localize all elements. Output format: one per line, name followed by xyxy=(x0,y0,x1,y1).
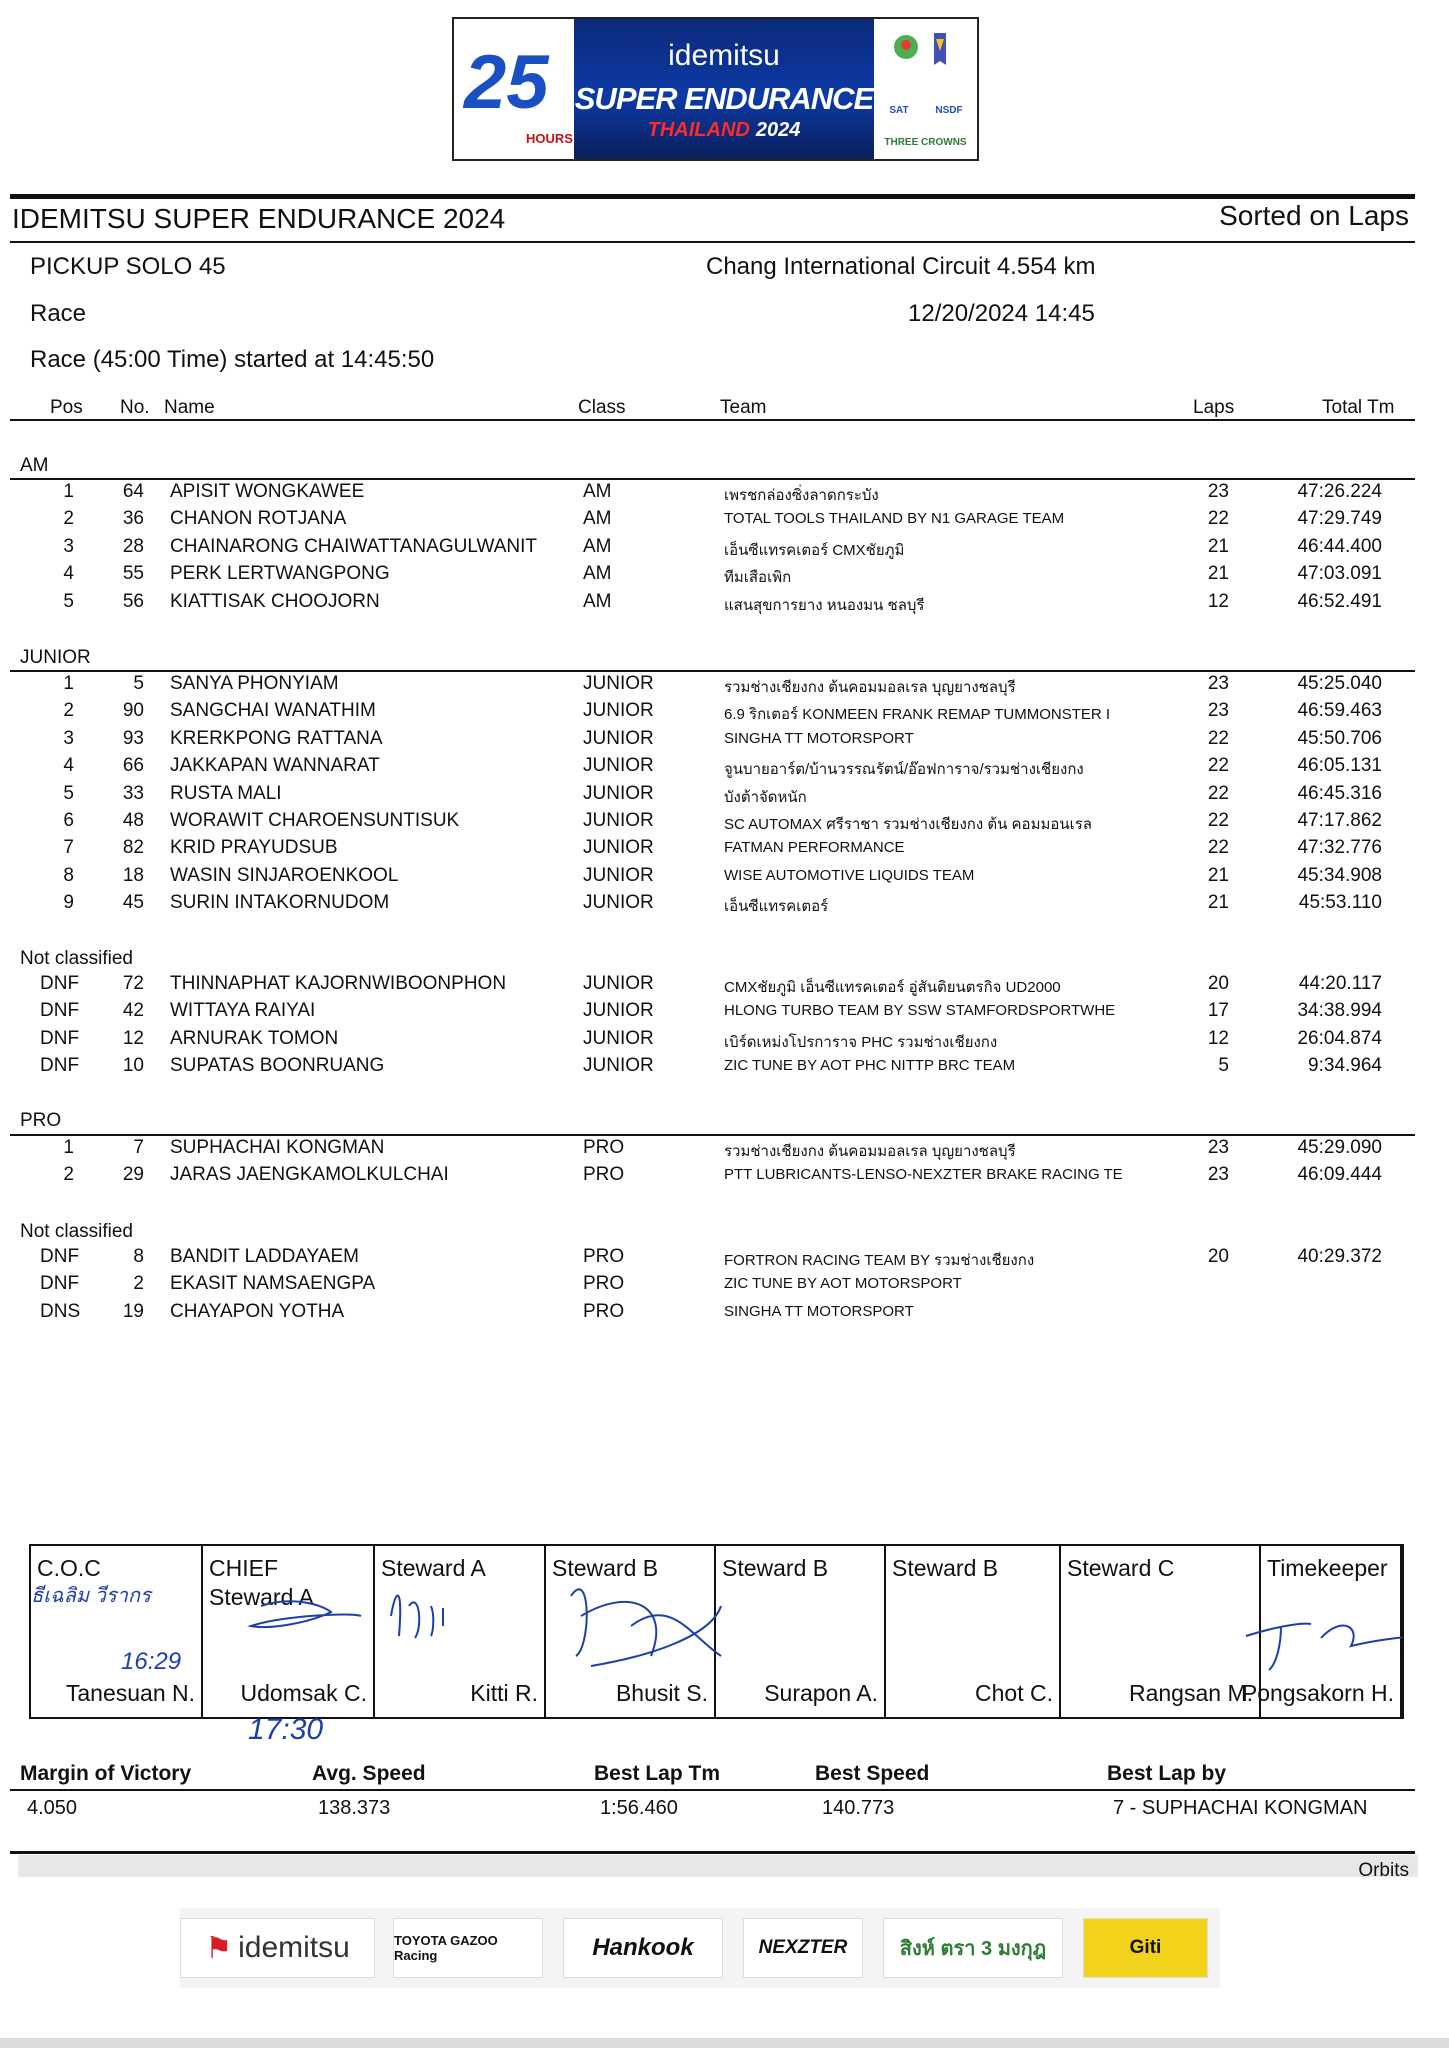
best-lap-time: 1:56.460 xyxy=(600,1797,678,1819)
cell-class: AM xyxy=(583,535,612,557)
summary-rule xyxy=(10,1789,1415,1791)
cell-no: 42 xyxy=(122,1000,144,1022)
cell-class: AM xyxy=(583,481,612,502)
cell-class: JUNIOR xyxy=(583,810,654,831)
event-logo xyxy=(452,17,979,161)
cell-total: 46:09.444 xyxy=(1297,1164,1382,1186)
sat-logo: SAT xyxy=(889,105,909,116)
sponsor-bar xyxy=(180,1908,1220,1988)
cell-total: 44:20.117 xyxy=(1298,973,1382,994)
cell-name: SANGCHAI WANATHIM xyxy=(170,700,376,722)
cell-team: ZIC TUNE BY AOT MOTORSPORT xyxy=(724,1275,962,1293)
cell-name: CHAINARONG CHAIWATTANAGULWANIT xyxy=(170,535,537,557)
cell-class: JUNIOR xyxy=(583,755,654,777)
sponsor-giti: Giti xyxy=(1083,1918,1208,1978)
cell-laps: 21 xyxy=(1207,892,1229,914)
cell-name: JAKKAPAN WANNARAT xyxy=(170,755,380,777)
result-row xyxy=(0,508,1449,535)
result-row xyxy=(0,810,1449,837)
official-name: Surapon A. xyxy=(764,1680,878,1706)
banner-title: SUPER ENDURANCE xyxy=(574,81,874,116)
cell-total: 45:34.908 xyxy=(1297,864,1382,886)
race-start-info: Race (45:00 Time) started at 14:45:50 xyxy=(30,346,435,373)
cell-total: 45:29.090 xyxy=(1297,1137,1382,1158)
cell-pos: 2 xyxy=(63,700,74,722)
sponsor-toyota-gazoo: TOYOTA GAZOO Racing xyxy=(393,1918,543,1978)
cell-no: 64 xyxy=(122,481,144,502)
cell-no: 28 xyxy=(122,535,144,557)
25-hours-badge xyxy=(454,19,574,159)
cell-name: KIATTISAK CHOOJORN xyxy=(170,590,380,612)
cell-laps: 5 xyxy=(1218,1055,1229,1077)
cell-team: FATMAN PERFORMANCE xyxy=(724,839,905,857)
summary-label: Margin of Victory xyxy=(20,1762,192,1785)
cell-class: PRO xyxy=(583,1273,625,1295)
badge-number: 25 xyxy=(464,40,549,125)
summary-label: Best Speed xyxy=(815,1762,930,1785)
cell-laps: 23 xyxy=(1207,1137,1229,1158)
cell-class: AM xyxy=(583,508,612,530)
col-total: Total Tm xyxy=(1322,397,1395,418)
official-role: Steward B xyxy=(552,1555,659,1581)
official-name: Tanesuan N. xyxy=(65,1680,195,1706)
cell-pos: DNF xyxy=(40,1000,80,1022)
cell-total: 45:25.040 xyxy=(1297,673,1382,694)
cell-pos: 5 xyxy=(63,782,74,804)
cell-laps: 22 xyxy=(1207,837,1229,859)
cell-class: JUNIOR xyxy=(583,892,654,914)
summary-label: Best Lap Tm xyxy=(594,1762,721,1785)
cell-total: 47:26.224 xyxy=(1297,481,1382,502)
cell-name: WASIN SINJAROENKOOL xyxy=(170,864,399,886)
cell-no: 90 xyxy=(122,700,144,722)
cell-pos: 5 xyxy=(63,590,74,612)
cell-team: บังต้าจัดหนัก xyxy=(724,788,807,806)
cell-total: 47:32.776 xyxy=(1297,837,1382,859)
cell-name: PERK LERTWANGPONG xyxy=(170,563,390,585)
section-am: AM xyxy=(20,455,49,476)
best-lap-by: 7 - SUPHACHAI KONGMAN xyxy=(1113,1797,1368,1819)
cell-total: 45:50.706 xyxy=(1297,727,1382,749)
result-row xyxy=(0,837,1449,864)
handwritten-time: 16:29 xyxy=(121,1648,182,1675)
official-role: Steward B xyxy=(722,1555,829,1581)
cell-pos: 2 xyxy=(63,508,74,530)
cell-total: 26:04.874 xyxy=(1297,1027,1382,1049)
section-pro: PRO xyxy=(20,1110,62,1131)
cell-name: SANYA PHONYIAM xyxy=(170,673,339,694)
cell-laps: 22 xyxy=(1207,727,1229,749)
three-crowns-logo: THREE CROWNS xyxy=(884,137,967,148)
section-rule xyxy=(10,478,1415,480)
cell-total: 46:44.400 xyxy=(1297,535,1382,557)
official-name: Udomsak C. xyxy=(240,1680,367,1706)
handwritten-time: 17:30 xyxy=(248,1713,324,1746)
handwritten-signatures xyxy=(31,1546,1402,1717)
col-pos: Pos xyxy=(50,397,83,418)
cell-no: 56 xyxy=(122,590,144,612)
cell-pos: 1 xyxy=(63,1137,74,1158)
official-name: Kitti R. xyxy=(470,1680,538,1706)
cell-team: WISE AUTOMOTIVE LIQUIDS TEAM xyxy=(724,866,975,884)
cell-class: AM xyxy=(583,563,612,585)
result-row xyxy=(0,1273,1449,1300)
cell-team: จูนบายอาร์ต/บ้านวรรณรัตน์/อ๊อฟการาจ/รวมช่างเชียงกง xyxy=(724,761,1084,779)
section-junior-not-classified: Not classified xyxy=(20,948,133,969)
cell-total: 46:45.316 xyxy=(1297,782,1382,804)
cell-team: PTT LUBRICANTS-LENSO-NEXZTER BRAKE RACING TE xyxy=(724,1166,1123,1184)
result-row xyxy=(0,536,1449,563)
cell-laps: 22 xyxy=(1207,755,1229,777)
cell-total: 40:29.372 xyxy=(1297,1246,1382,1267)
sponsor-idemitsu: ⚑ idemitsu xyxy=(180,1918,375,1978)
sort-label: Sorted on Laps xyxy=(1219,200,1409,231)
session-datetime: 12/20/2024 14:45 xyxy=(908,300,1095,327)
cell-pos: 3 xyxy=(63,727,74,749)
cell-class: JUNIOR xyxy=(583,782,654,804)
cell-class: JUNIOR xyxy=(583,837,654,859)
cell-no: 93 xyxy=(122,727,144,749)
officials-signature-box xyxy=(29,1544,1404,1719)
cell-team: HLONG TURBO TEAM BY SSW STAMFORDSPORTWHE xyxy=(724,1002,1116,1020)
cell-no: 10 xyxy=(122,1055,144,1077)
event-name: PICKUP SOLO 45 xyxy=(30,253,226,280)
cell-class: AM xyxy=(583,590,612,612)
cell-pos: DNF xyxy=(40,1246,80,1267)
cell-class: JUNIOR xyxy=(583,864,654,886)
cell-laps: 23 xyxy=(1207,673,1229,694)
cell-total: 46:05.131 xyxy=(1297,755,1382,777)
cell-total: 46:59.463 xyxy=(1297,700,1382,722)
cell-name: KRERKPONG RATTANA xyxy=(170,727,383,749)
cell-name: BANDIT LADDAYAEM xyxy=(170,1246,359,1267)
cell-team: FORTRON RACING TEAM BY รวมช่างเชียงกง xyxy=(724,1252,1035,1269)
avg-speed: 138.373 xyxy=(318,1797,391,1819)
section-pro-not-classified: Not classified xyxy=(20,1221,133,1242)
cell-pos: DNF xyxy=(40,973,80,994)
best-speed: 140.773 xyxy=(822,1797,895,1819)
orbits-credit: Orbits xyxy=(1358,1860,1409,1881)
super-endurance-banner xyxy=(574,19,874,159)
summary-label: Best Lap by xyxy=(1107,1762,1227,1785)
cell-total: 47:29.749 xyxy=(1297,508,1382,530)
cell-class: JUNIOR xyxy=(583,673,654,694)
section-rule xyxy=(10,1134,1415,1136)
cell-laps: 22 xyxy=(1207,810,1229,831)
result-row xyxy=(0,755,1449,782)
cell-no: 82 xyxy=(122,837,144,859)
cell-laps: 20 xyxy=(1207,1246,1229,1267)
cell-no: 66 xyxy=(122,755,144,777)
result-row xyxy=(0,1055,1449,1082)
cell-name: CHAYAPON YOTHA xyxy=(170,1300,345,1322)
official-role: Steward C xyxy=(1067,1555,1175,1581)
sponsor-hankook: Hankook xyxy=(563,1918,723,1978)
result-row xyxy=(0,1028,1449,1055)
cell-class: PRO xyxy=(583,1137,625,1158)
result-row xyxy=(0,1000,1449,1027)
cell-laps: 23 xyxy=(1207,700,1229,722)
summary-label: Avg. Speed xyxy=(312,1762,426,1785)
cell-no: 19 xyxy=(122,1300,144,1322)
section-junior: JUNIOR xyxy=(20,647,91,668)
cell-pos: 1 xyxy=(63,673,74,694)
official-name: Bhusit S. xyxy=(615,1680,708,1706)
banner-subtitle: THAILAND 2024 xyxy=(647,119,801,141)
cell-class: PRO xyxy=(583,1164,625,1186)
result-row xyxy=(0,783,1449,810)
session-name: Race xyxy=(30,300,87,327)
circuit-name: Chang International Circuit 4.554 km xyxy=(706,253,1096,280)
cell-total: 47:03.091 xyxy=(1297,563,1382,585)
cell-class: JUNIOR xyxy=(583,700,654,722)
cell-no: 29 xyxy=(122,1164,144,1186)
handwritten-note: ธีเฉลิม วีรากร xyxy=(31,1585,151,1607)
cell-no: 18 xyxy=(122,864,144,886)
cell-name: ARNURAK TOMON xyxy=(170,1027,339,1049)
cell-pos: 3 xyxy=(63,535,74,557)
cell-pos: 2 xyxy=(63,1164,74,1186)
result-row xyxy=(0,892,1449,919)
footer-rule xyxy=(10,1851,1415,1854)
cell-name: WORAWIT CHAROENSUNTISUK xyxy=(170,810,460,831)
margin-of-victory: 4.050 xyxy=(27,1797,78,1819)
cell-laps: 23 xyxy=(1207,1164,1229,1186)
cell-no: 36 xyxy=(122,508,144,530)
cell-laps: 21 xyxy=(1207,864,1229,886)
cell-pos: DNS xyxy=(40,1300,81,1322)
result-row xyxy=(0,700,1449,727)
cell-pos: DNF xyxy=(40,1027,80,1049)
cell-name: SUPATAS BOONRUANG xyxy=(170,1055,385,1077)
cell-class: PRO xyxy=(583,1246,625,1267)
cell-pos: 6 xyxy=(63,810,74,831)
cell-total: 45:53.110 xyxy=(1298,892,1382,914)
result-row xyxy=(0,973,1449,1000)
cell-team: ทีมเสือเพิก xyxy=(724,569,792,587)
result-row xyxy=(0,1246,1449,1273)
cell-total: 34:38.994 xyxy=(1297,1000,1382,1022)
cell-laps: 12 xyxy=(1207,1027,1229,1049)
col-team: Team xyxy=(720,397,767,418)
official-role: C.O.C xyxy=(37,1555,101,1581)
brand-text: idemitsu xyxy=(668,39,780,72)
cell-team: เอ็นซีแทรคเตอร์ CMXชัยภูมิ xyxy=(724,541,905,559)
cell-no: 55 xyxy=(122,563,144,585)
official-role: Timekeeper xyxy=(1267,1555,1388,1581)
cell-laps: 23 xyxy=(1207,481,1229,502)
official-name: Chot C. xyxy=(975,1680,1053,1706)
cell-pos: DNF xyxy=(40,1273,80,1295)
cell-name: RUSTA MALI xyxy=(170,782,282,804)
cell-class: PRO xyxy=(583,1300,625,1322)
cell-pos: 8 xyxy=(63,864,74,886)
cell-laps: 21 xyxy=(1207,563,1229,585)
cell-total: 46:52.491 xyxy=(1297,590,1382,612)
cell-no: 33 xyxy=(122,782,144,804)
result-row xyxy=(0,591,1449,618)
official-name: Pongsakorn H. xyxy=(1241,1680,1394,1706)
footer-band xyxy=(18,1855,1418,1877)
cell-laps: 17 xyxy=(1207,1000,1229,1022)
cell-team: แสนสุขการยาง หนองมน ชลบุรี xyxy=(724,596,925,614)
cell-total: 9:34.964 xyxy=(1308,1055,1382,1077)
cell-team: รวมช่างเชียงกง ต้นคอมมอลเรล บุญยางชลบุรี xyxy=(724,1143,1016,1160)
col-laps: Laps xyxy=(1193,397,1235,418)
result-row xyxy=(0,728,1449,755)
cell-laps: 21 xyxy=(1207,535,1229,557)
cell-no: 72 xyxy=(122,973,144,994)
col-class: Class xyxy=(578,397,626,418)
report-title: IDEMITSU SUPER ENDURANCE 2024 xyxy=(12,203,506,234)
cell-total: 47:17.862 xyxy=(1297,810,1382,831)
cell-no: 45 xyxy=(122,892,144,914)
cell-team: เอ็นซีแทรคเตอร์ xyxy=(724,898,829,916)
cell-name: SURIN INTAKORNUDOM xyxy=(170,892,390,914)
cell-team: TOTAL TOOLS THAILAND BY N1 GARAGE TEAM xyxy=(724,510,1065,528)
cell-name: APISIT WONGKAWEE xyxy=(170,481,365,502)
cell-name: CHANON ROTJANA xyxy=(170,508,347,530)
cell-no: 2 xyxy=(133,1273,144,1295)
cell-class: JUNIOR xyxy=(583,1055,654,1077)
cell-pos: 9 xyxy=(63,892,74,914)
result-row xyxy=(0,673,1449,700)
cell-no: 48 xyxy=(122,810,144,831)
cell-name: KRID PRAYUDSUB xyxy=(170,837,338,859)
cell-class: JUNIOR xyxy=(583,727,654,749)
title-rule-bottom xyxy=(10,241,1415,243)
sponsor-nexzter: NEXZTER xyxy=(743,1918,863,1978)
cell-name: THINNAPHAT KAJORNWIBOONPHON xyxy=(170,973,507,994)
cell-laps: 12 xyxy=(1207,590,1229,612)
result-row xyxy=(0,1301,1449,1328)
cell-laps: 22 xyxy=(1207,508,1229,530)
result-row xyxy=(0,481,1449,508)
idemitsu-mark-icon: ⚑ xyxy=(205,1931,233,1965)
col-no: No. xyxy=(120,397,150,418)
cell-pos: 4 xyxy=(63,755,74,777)
result-row xyxy=(0,563,1449,590)
section-rule xyxy=(10,670,1415,672)
cell-team: SC AUTOMAX ศรีราชา รวมช่างเชียงกง ต้น คอมมอนเรล xyxy=(724,816,1092,833)
cell-laps: 22 xyxy=(1207,782,1229,804)
cell-pos: 4 xyxy=(63,563,74,585)
official-role: Steward B xyxy=(892,1555,999,1581)
cell-team: 6.9 ริกเตอร์ KONMEEN FRANK REMAP TUMMONSTER I xyxy=(724,706,1111,724)
cell-no: 8 xyxy=(133,1246,144,1267)
cell-pos: DNF xyxy=(40,1055,80,1077)
cell-name: SUPHACHAI KONGMAN xyxy=(170,1137,385,1158)
cell-team: SINGHA TT MOTORSPORT xyxy=(724,1302,914,1320)
cell-team: เพรชกล่องซิ่งลาดกระบัง xyxy=(724,487,879,504)
cell-class: JUNIOR xyxy=(583,973,654,994)
official-name: Rangsan M. xyxy=(1128,1680,1253,1706)
cell-team: เบิร์ดเหม่งโปรการาจ PHC รวมช่างเชียงกง xyxy=(724,1033,998,1051)
badge-sub: HOURS xyxy=(526,131,573,146)
cell-team: รวมช่างเชียงกง ต้นคอมมอลเรล บุญยางชลบุรี xyxy=(724,679,1016,696)
official-role: Steward A xyxy=(381,1555,486,1581)
scan-edge xyxy=(0,2038,1449,2048)
cell-class: JUNIOR xyxy=(583,1000,654,1022)
cell-name: WITTAYA RAIYAI xyxy=(170,1000,316,1022)
result-row xyxy=(0,1164,1449,1191)
cell-team: ZIC TUNE BY AOT PHC NITTP BRC TEAM xyxy=(724,1057,1016,1075)
header-rule xyxy=(10,419,1415,421)
nsdf-logo: NSDF xyxy=(935,105,963,116)
cell-team: SINGHA TT MOTORSPORT xyxy=(724,729,914,747)
organizer-logos xyxy=(874,19,977,159)
cell-pos: 7 xyxy=(63,837,74,859)
result-row xyxy=(0,1137,1449,1164)
title-rule-top xyxy=(10,194,1415,199)
cell-class: JUNIOR xyxy=(583,1027,654,1049)
cell-no: 5 xyxy=(133,673,144,694)
sponsor-singha: สิงห์ ตรา 3 มงกุฎ xyxy=(883,1918,1063,1978)
cell-no: 12 xyxy=(122,1027,144,1049)
result-row xyxy=(0,865,1449,892)
cell-team: CMXชัยภูมิ เอ็นซีแทรคเตอร์ อู่สันติยนตรกิจ UD2000 xyxy=(724,979,1061,996)
col-name: Name xyxy=(164,397,215,418)
cell-name: JARAS JAENGKAMOLKULCHAI xyxy=(170,1164,449,1186)
cell-pos: 1 xyxy=(63,481,74,502)
official-role: CHIEF Steward A xyxy=(209,1555,314,1610)
crest-icon xyxy=(884,25,964,85)
cell-laps: 20 xyxy=(1207,973,1229,994)
cell-no: 7 xyxy=(133,1137,144,1158)
cell-name: EKASIT NAMSAENGPA xyxy=(170,1273,376,1295)
